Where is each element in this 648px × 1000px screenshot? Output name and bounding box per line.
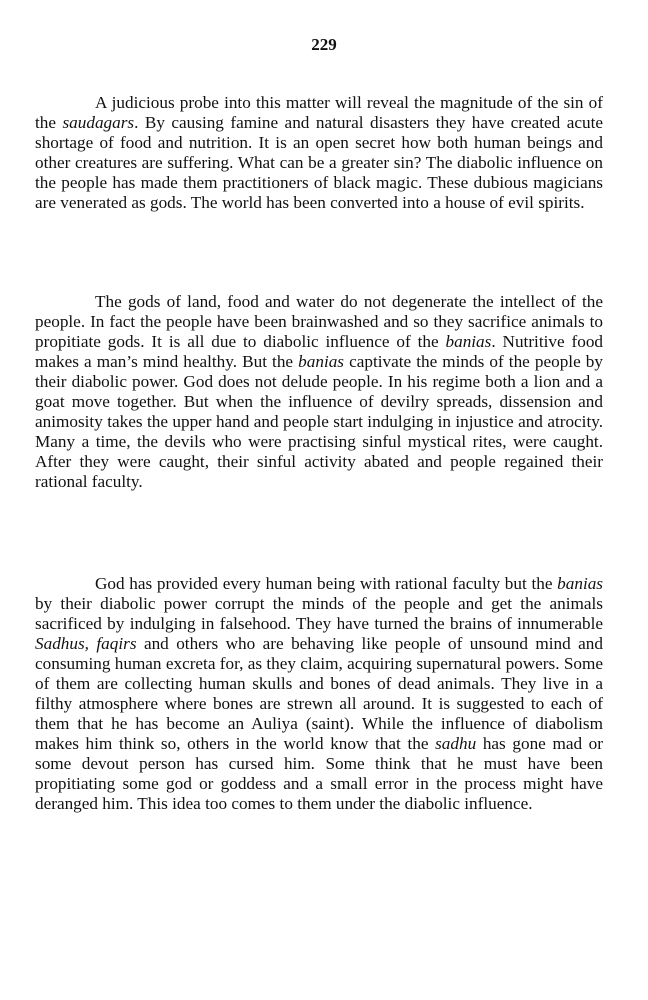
paragraph-2-text: The gods of land, food and water do not degenerate the intellect of the people. In fact the people have been brainwashed and so they sacrifice animals to propitiate gods. It is all due to diabolic influence of the bbox=[35, 292, 603, 351]
paragraph-2-text: captivate the minds of the people by their diabolic power. God does not delude people. In his regime both a lion and a goat move together. But when the influence of devilry spreads, dissension and animosity takes the upper hand and people start indulging in injustice and atrocity. Many a time, the devils who were practising sinful mystical rites, were caught. After they were caught, their sinful activity abated and people regained their rational faculty. bbox=[35, 352, 603, 491]
paragraph-3-text: and others who are behaving like people of unsound mind and consuming human excreta for, as they claim, acquiring supernatural powers. Some of them are collecting human skulls and bones of dead animals. They live in a filthy atmosphere where bones are strewn all around. It is suggested to each of them that he has become an Auliya (saint). While the influence of diabolism makes him think so, others in the world know that the bbox=[35, 634, 603, 753]
paragraph-3-italic-term: Sadhus, faqirs bbox=[35, 634, 137, 653]
paragraph-1-text: . By causing famine and natural disasters they have created acute shortage of food and nutrition. It is an open secret how both human beings and other creatures are suffering. What can be a greater sin? The diabolic influence on the people has made them practitioners of black magic. These dubious magicians are venerated as gods. The world has been converted into a house of evil spirits. bbox=[35, 113, 603, 212]
paragraph-3-text: God has provided every human being with rational faculty but the bbox=[95, 574, 558, 593]
page-number: 229 bbox=[311, 35, 337, 54]
paragraph-3-italic-term: banias bbox=[557, 574, 603, 593]
paragraph-2-text: . Nutritive food makes a man’s mind healthy. But the bbox=[35, 332, 604, 371]
paragraph-3-block bbox=[35, 574, 603, 814]
paragraph-1 bbox=[35, 93, 603, 213]
paragraph-3 bbox=[35, 574, 603, 814]
paragraph-3-text: by their diabolic power corrupt the minds of the people and get the animals sacrificed by indulging in falsehood. They have turned the brains of innumerable bbox=[35, 594, 603, 633]
paragraph-3-italic-term: sadhu bbox=[435, 734, 477, 753]
paragraph-1-text: A judicious probe into this matter will reveal the magnitude of the sin of the bbox=[35, 93, 603, 132]
paragraph-1-block bbox=[35, 93, 603, 213]
paragraph-3-text: has gone mad or some devout person has cursed him. Some think that he must have been propitiating some god or goddess and a small error in the process might have deranged him. This idea too comes to them under the diabolic influence. bbox=[35, 734, 604, 813]
paragraph-2-italic-term: banias bbox=[298, 352, 344, 371]
paragraph-2-block bbox=[35, 292, 603, 492]
paragraph-2 bbox=[35, 292, 603, 492]
paragraph-2-italic-term: banias bbox=[445, 332, 492, 351]
paragraph-1-italic-term: saudagars bbox=[62, 113, 135, 132]
